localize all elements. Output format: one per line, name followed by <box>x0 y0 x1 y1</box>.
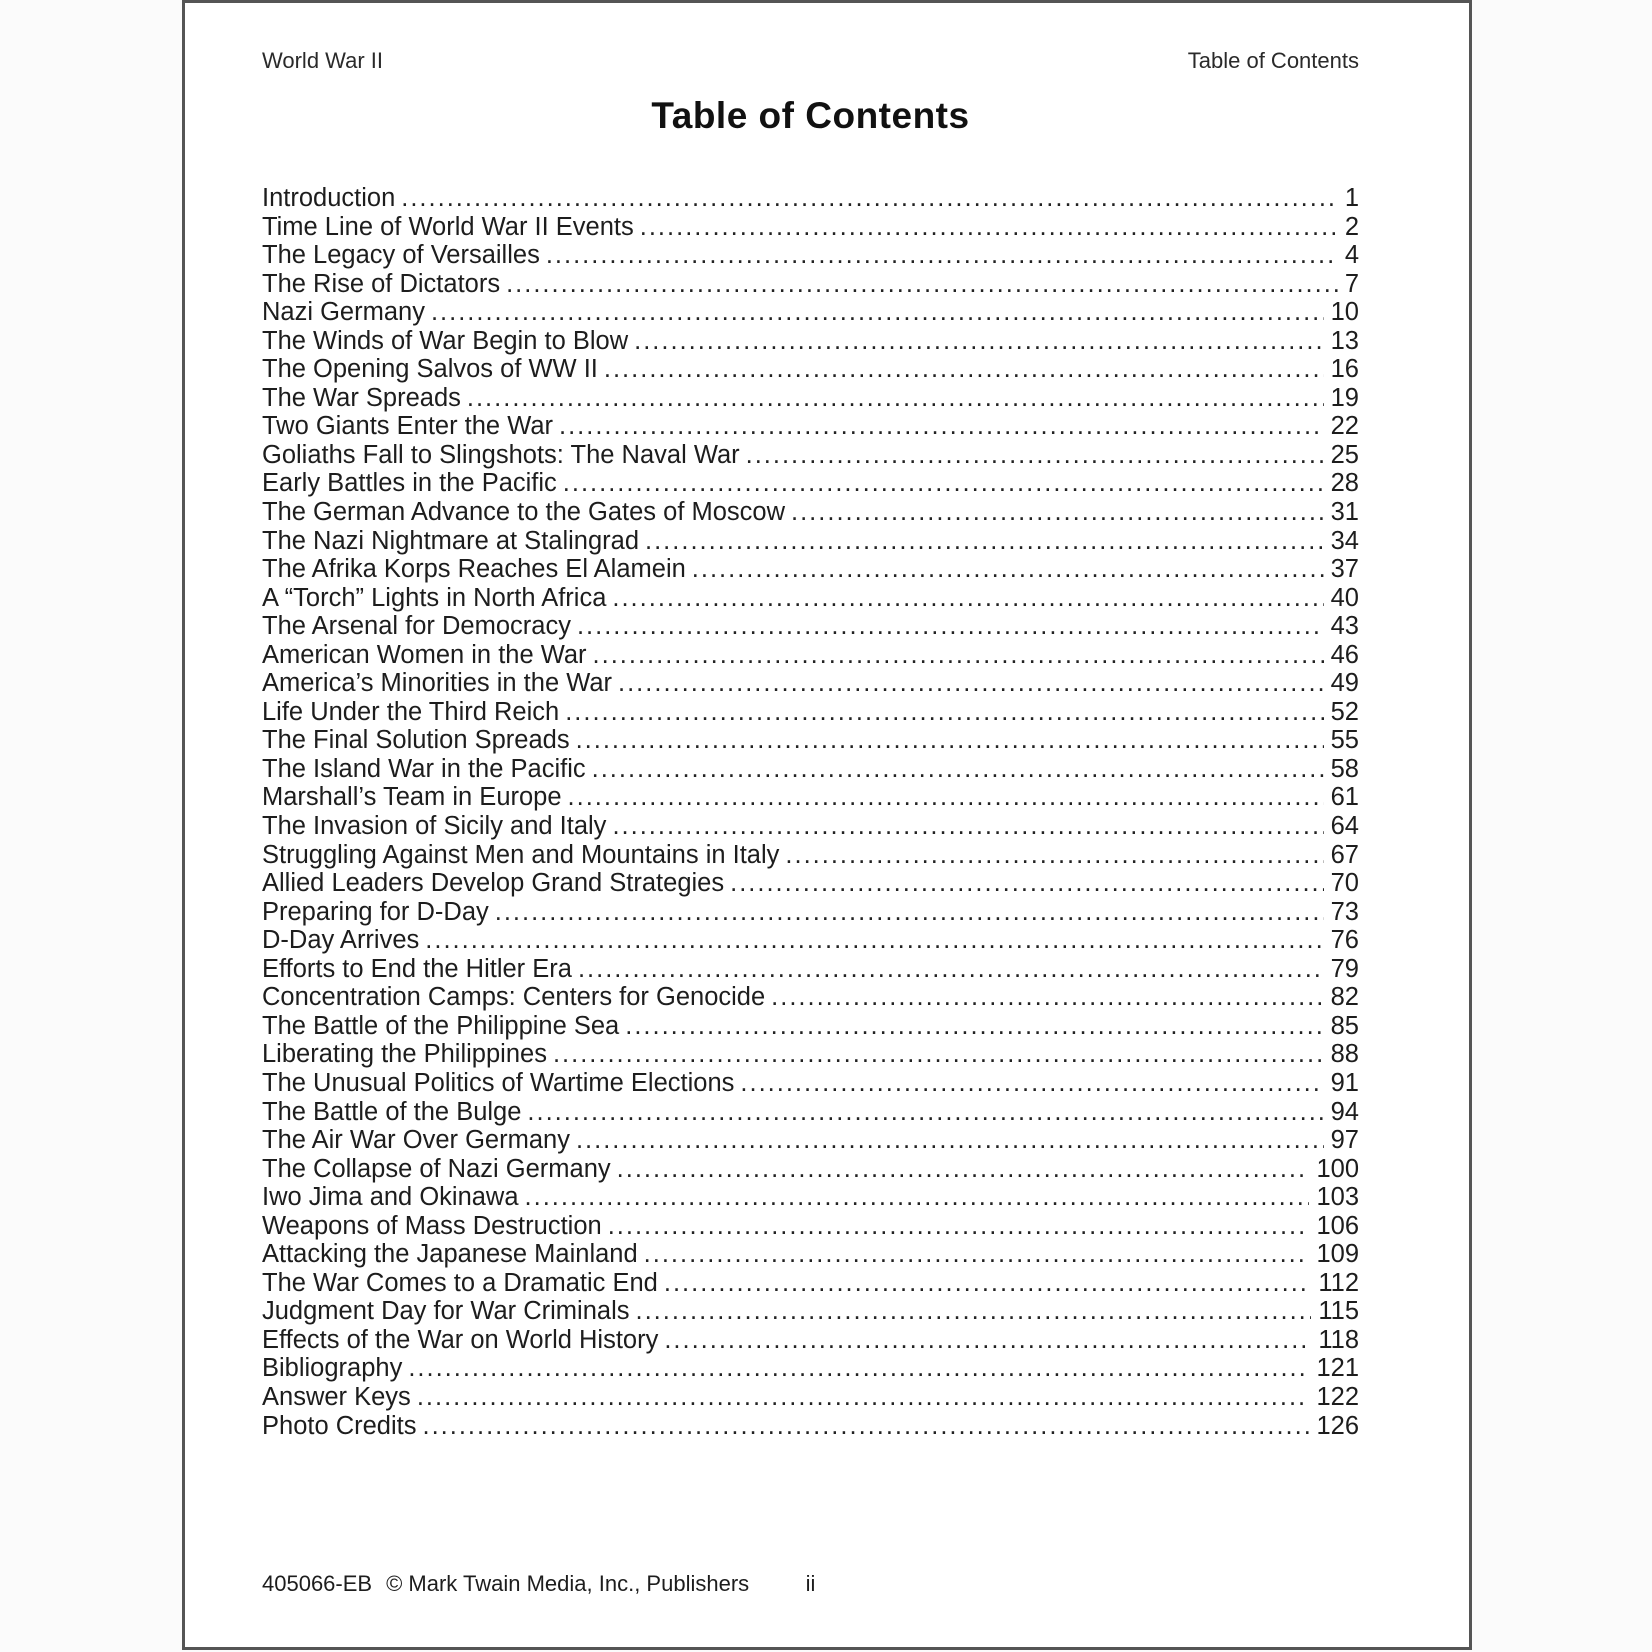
footer-product-code: 405066-EB <box>262 1571 373 1596</box>
toc-entry-title: The Island War in the Pacific <box>262 754 586 783</box>
toc-entry-page: 109 <box>1316 1240 1359 1269</box>
toc-leader-dots <box>608 1212 1310 1241</box>
toc-entry <box>262 1012 1359 1041</box>
toc-entry-page: 46 <box>1330 640 1359 669</box>
toc-entry-page: 115 <box>1318 1297 1359 1326</box>
toc-list <box>262 184 1359 1440</box>
toc-entry <box>262 1212 1359 1241</box>
toc-entry <box>262 1040 1359 1069</box>
toc-entry-title: Life Under the Third Reich <box>262 697 560 726</box>
toc-entry <box>262 955 1359 984</box>
toc-entry-page: 79 <box>1330 954 1359 983</box>
toc-entry <box>262 1155 1359 1184</box>
toc-leader-dots <box>645 527 1324 556</box>
running-header-book-title: World War II <box>262 48 384 73</box>
toc-entry-page: 7 <box>1344 269 1359 298</box>
toc-entry <box>262 213 1359 242</box>
toc-entry-title: The Battle of the Philippine Sea <box>262 1011 620 1040</box>
footer-publisher: © Mark Twain Media, Inc., Publishers <box>386 1571 750 1596</box>
toc-entry-title: The Unusual Politics of Wartime Elections <box>262 1068 735 1097</box>
toc-entry-page: 43 <box>1330 612 1359 641</box>
toc-entry-title: The Air War Over Germany <box>262 1126 570 1155</box>
toc-entry <box>262 355 1359 384</box>
toc-entry <box>262 898 1359 927</box>
toc-entry-title: The War Spreads <box>262 383 461 412</box>
toc-entry <box>262 384 1359 413</box>
toc-leader-dots <box>506 270 1338 299</box>
toc-entry-title: D-Day Arrives <box>262 926 420 955</box>
toc-entry <box>262 755 1359 784</box>
toc-entry-title: Weapons of Mass Destruction <box>262 1211 602 1240</box>
toc-entry-title: American Women in the War <box>262 640 587 669</box>
toc-leader-dots <box>746 441 1324 470</box>
running-header-section: Table of Contents <box>1187 48 1359 73</box>
toc-leader-dots <box>771 983 1323 1012</box>
toc-entry-title: Iwo Jima and Okinawa <box>262 1183 519 1212</box>
toc-entry <box>262 669 1359 698</box>
toc-entry <box>262 1354 1359 1383</box>
toc-entry-page: 76 <box>1330 926 1359 955</box>
toc-entry-title: America’s Minorities in the War <box>262 669 613 698</box>
toc-entry-page: 34 <box>1330 526 1359 555</box>
toc-entry-page: 126 <box>1316 1411 1359 1440</box>
toc-entry <box>262 1269 1359 1298</box>
toc-entry-title: The Arsenal for Democracy <box>262 612 571 641</box>
toc-entry-page: 106 <box>1316 1211 1359 1240</box>
toc-entry <box>262 184 1359 213</box>
toc-entry-page: 10 <box>1330 298 1359 327</box>
toc-leader-dots <box>401 184 1338 213</box>
toc-entry-page: 22 <box>1330 412 1359 441</box>
toc-leader-dots <box>785 841 1323 870</box>
toc-entry <box>262 1326 1359 1355</box>
toc-entry-title: The Battle of the Bulge <box>262 1097 522 1126</box>
toc-leader-dots <box>618 669 1324 698</box>
toc-entry-title: The Invasion of Sicily and Italy <box>262 812 607 841</box>
toc-entry-page: 4 <box>1344 241 1359 270</box>
page-footer <box>262 1571 1359 1601</box>
toc-leader-dots <box>640 213 1338 242</box>
toc-entry-title: The Nazi Nightmare at Stalingrad <box>262 526 640 555</box>
toc-leader-dots <box>577 612 1324 641</box>
toc-entry-page: 85 <box>1330 1011 1359 1040</box>
toc-leader-dots <box>578 955 1324 984</box>
toc-entry-page: 103 <box>1316 1183 1359 1212</box>
toc-entry-title: Bibliography <box>262 1354 403 1383</box>
toc-entry-title: Nazi Germany <box>262 298 425 327</box>
toc-entry <box>262 641 1359 670</box>
toc-entry <box>262 441 1359 470</box>
toc-entry-page: 49 <box>1330 669 1359 698</box>
toc-entry-title: The Winds of War Begin to Blow <box>262 326 629 355</box>
toc-entry <box>262 1297 1359 1326</box>
toc-entry-page: 40 <box>1330 583 1359 612</box>
toc-leader-dots <box>692 555 1324 584</box>
toc-leader-dots <box>417 1383 1310 1412</box>
toc-entry <box>262 298 1359 327</box>
toc-entry <box>262 1412 1359 1441</box>
toc-leader-dots <box>593 641 1324 670</box>
toc-leader-dots <box>791 498 1324 527</box>
toc-entry <box>262 270 1359 299</box>
toc-leader-dots <box>553 1040 1324 1069</box>
toc-entry-page: 61 <box>1330 783 1359 812</box>
toc-entry-title: Answer Keys <box>262 1382 411 1411</box>
toc-leader-dots <box>730 869 1324 898</box>
toc-leader-dots <box>525 1183 1310 1212</box>
toc-leader-dots <box>604 355 1324 384</box>
toc-entry-page: 82 <box>1330 983 1359 1012</box>
toc-entry <box>262 412 1359 441</box>
toc-leader-dots <box>568 783 1324 812</box>
toc-entry-page: 112 <box>1318 1268 1359 1297</box>
toc-entry <box>262 698 1359 727</box>
toc-entry-title: Struggling Against Men and Mountains in Italy <box>262 840 780 869</box>
toc-leader-dots <box>634 327 1324 356</box>
toc-entry-page: 37 <box>1330 555 1359 584</box>
toc-leader-dots <box>576 726 1324 755</box>
toc-entry-title: A “Torch” Lights in North Africa <box>262 583 607 612</box>
toc-entry <box>262 1240 1359 1269</box>
toc-entry-page: 122 <box>1316 1382 1359 1411</box>
toc-leader-dots <box>617 1155 1310 1184</box>
toc-entry-page: 31 <box>1330 498 1359 527</box>
toc-entry-title: The Collapse of Nazi Germany <box>262 1154 611 1183</box>
toc-entry-page: 55 <box>1330 726 1359 755</box>
toc-leader-dots <box>431 298 1324 327</box>
toc-entry-title: Two Giants Enter the War <box>262 412 553 441</box>
toc-entry <box>262 812 1359 841</box>
toc-entry <box>262 1183 1359 1212</box>
book-page <box>182 0 1472 1650</box>
toc-leader-dots <box>546 241 1338 270</box>
toc-entry-page: 88 <box>1330 1040 1359 1069</box>
toc-entry-page: 58 <box>1330 754 1359 783</box>
toc-entry <box>262 783 1359 812</box>
toc-entry-title: Introduction <box>262 184 396 212</box>
toc-leader-dots <box>612 584 1323 613</box>
toc-entry-page: 25 <box>1330 440 1359 469</box>
toc-entry-page: 2 <box>1344 212 1359 241</box>
toc-entry-page: 94 <box>1330 1097 1359 1126</box>
toc-entry <box>262 926 1359 955</box>
toc-entry <box>262 469 1359 498</box>
toc-entry-page: 64 <box>1330 812 1359 841</box>
toc-leader-dots <box>565 698 1323 727</box>
toc-leader-dots <box>740 1069 1323 1098</box>
footer-page-number: ii <box>805 1571 816 1596</box>
toc-entry-title: Time Line of World War II Events <box>262 212 634 241</box>
toc-entry-page: 70 <box>1330 869 1359 898</box>
toc-entry-title: The Rise of Dictators <box>262 269 501 298</box>
toc-entry-title: Early Battles in the Pacific <box>262 469 557 498</box>
toc-leader-dots <box>644 1240 1310 1269</box>
toc-leader-dots <box>563 469 1324 498</box>
toc-entry <box>262 1126 1359 1155</box>
toc-leader-dots <box>423 1412 1310 1441</box>
toc-entry-title: The German Advance to the Gates of Moscow <box>262 498 786 527</box>
toc-entry-page: 16 <box>1330 355 1359 384</box>
toc-entry <box>262 1069 1359 1098</box>
toc-entry-page: 73 <box>1330 897 1359 926</box>
toc-entry-title: The Afrika Korps Reaches El Alamein <box>262 555 686 584</box>
toc-entry-page: 13 <box>1330 326 1359 355</box>
toc-leader-dots <box>664 1269 1311 1298</box>
toc-leader-dots <box>612 812 1323 841</box>
toc-entry-page: 1 <box>1344 184 1359 212</box>
toc-entry-title: Efforts to End the Hitler Era <box>262 954 572 983</box>
toc-entry <box>262 612 1359 641</box>
toc-entry-title: Photo Credits <box>262 1411 417 1440</box>
toc-leader-dots <box>592 755 1324 784</box>
toc-entry-page: 19 <box>1330 383 1359 412</box>
toc-entry-title: Goliaths Fall to Slingshots: The Naval War <box>262 440 740 469</box>
toc-entry <box>262 555 1359 584</box>
toc-entry <box>262 527 1359 556</box>
toc-entry-page: 28 <box>1330 469 1359 498</box>
toc-leader-dots <box>625 1012 1323 1041</box>
toc-entry-page: 67 <box>1330 840 1359 869</box>
toc-leader-dots <box>527 1098 1323 1127</box>
toc-entry <box>262 241 1359 270</box>
toc-leader-dots <box>635 1297 1311 1326</box>
toc-entry-title: Concentration Camps: Centers for Genocide <box>262 983 766 1012</box>
toc-leader-dots <box>559 412 1324 441</box>
toc-entry-title: Liberating the Philippines <box>262 1040 547 1069</box>
toc-entry-title: Attacking the Japanese Mainland <box>262 1240 638 1269</box>
toc-entry-page: 97 <box>1330 1126 1359 1155</box>
toc-entry <box>262 726 1359 755</box>
toc-entry-title: The Legacy of Versailles <box>262 241 540 270</box>
toc-entry-page: 121 <box>1316 1354 1359 1383</box>
running-header <box>262 48 1359 74</box>
toc-entry <box>262 327 1359 356</box>
toc-leader-dots <box>576 1126 1324 1155</box>
toc-entry-title: Preparing for D-Day <box>262 897 489 926</box>
toc-leader-dots <box>495 898 1324 927</box>
toc-entry <box>262 983 1359 1012</box>
toc-entry-page: 52 <box>1330 697 1359 726</box>
toc-entry-page: 100 <box>1316 1154 1359 1183</box>
toc-entry <box>262 1098 1359 1127</box>
toc-entry-title: Judgment Day for War Criminals <box>262 1297 630 1326</box>
toc-entry-title: Allied Leaders Develop Grand Strategies <box>262 869 725 898</box>
toc-entry-page: 118 <box>1318 1325 1359 1354</box>
toc-entry-title: Effects of the War on World History <box>262 1325 659 1354</box>
toc-entry-title: The Opening Salvos of WW II <box>262 355 598 384</box>
toc-entry <box>262 584 1359 613</box>
toc-entry <box>262 498 1359 527</box>
toc-entry-page: 91 <box>1330 1068 1359 1097</box>
toc-leader-dots <box>467 384 1324 413</box>
toc-leader-dots <box>664 1326 1311 1355</box>
toc-leader-dots <box>408 1354 1309 1383</box>
toc-entry-title: The War Comes to a Dramatic End <box>262 1268 658 1297</box>
toc-entry <box>262 841 1359 870</box>
page-title: Table of Contents <box>651 95 970 136</box>
toc-entry <box>262 1383 1359 1412</box>
toc-entry-title: The Final Solution Spreads <box>262 726 570 755</box>
toc-leader-dots <box>425 926 1323 955</box>
toc-entry-title: Marshall’s Team in Europe <box>262 783 562 812</box>
toc-entry <box>262 869 1359 898</box>
